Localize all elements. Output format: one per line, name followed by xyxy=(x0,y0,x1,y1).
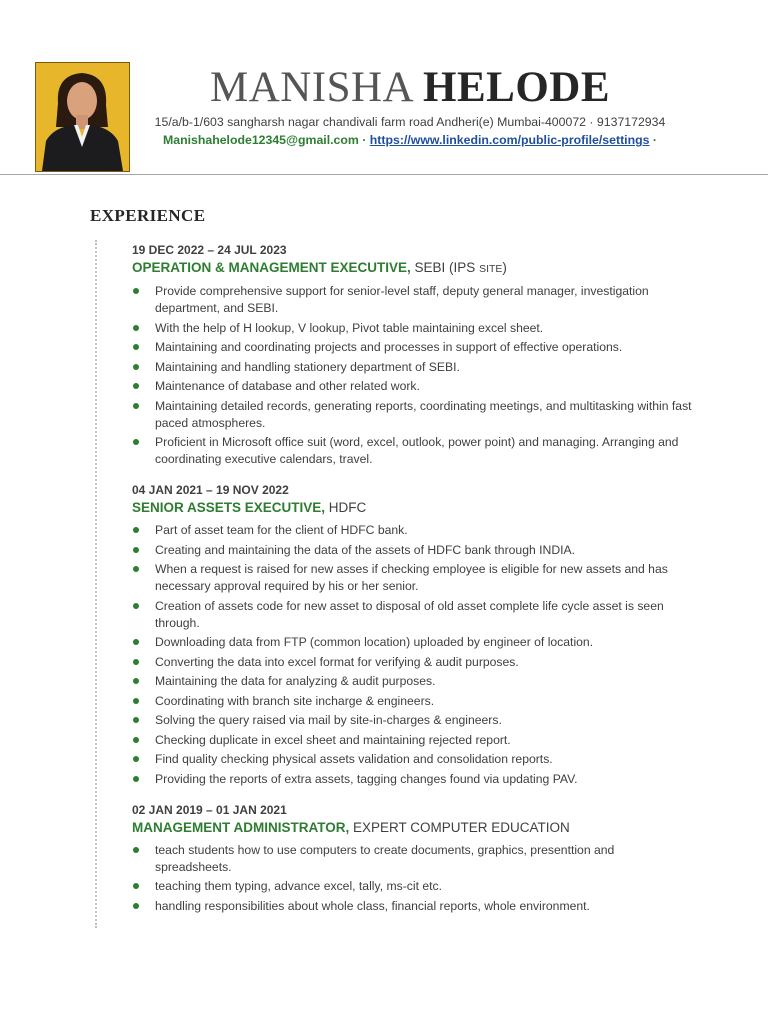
list-item xyxy=(132,634,692,651)
bullet-icon xyxy=(133,678,139,684)
bullet-icon xyxy=(133,288,139,294)
bullet-icon xyxy=(133,383,139,389)
job-title xyxy=(132,818,692,838)
list-item xyxy=(132,378,692,395)
list-item xyxy=(132,878,692,895)
bullet-icon xyxy=(133,659,139,665)
bullet-icon xyxy=(133,737,139,743)
bullet-text: Downloading data from FTP (common location) uploaded by engineer of location. xyxy=(155,635,594,649)
bullet-text: Coordinating with branch site incharge & engineers. xyxy=(155,693,435,708)
job-bullets xyxy=(132,842,692,915)
list-item xyxy=(132,522,692,539)
list-item xyxy=(132,751,692,768)
bullet-icon xyxy=(133,756,139,762)
list-item xyxy=(132,693,692,710)
bullet-text: Converting the data into excel format for verifying & audit purposes. xyxy=(155,654,519,669)
job-company: HDFC xyxy=(325,500,367,515)
bullet-icon xyxy=(133,639,139,645)
job-title xyxy=(132,258,692,279)
job-bullets xyxy=(132,522,692,788)
bullet-text: Part of asset team for the client of HDFC bank. xyxy=(155,523,408,537)
list-item xyxy=(132,339,692,356)
contact-info xyxy=(0,113,768,149)
bullet-icon xyxy=(133,364,139,370)
bullet-text: Providing the reports of extra assets, tagging changes found via updating PAV. xyxy=(155,771,578,786)
experience-list xyxy=(132,242,692,929)
bullet-text: When a request is raised for new asses if checking employee is eligible for new assets and has necessary approval required by his or her senior. xyxy=(155,562,668,593)
bullet-icon xyxy=(133,547,139,553)
bullet-text: teach students how to use computers to create documents, graphics, presenttion and spreadsheets. xyxy=(155,842,615,874)
list-item xyxy=(132,398,692,432)
bullet-text: Checking duplicate in excel sheet and maintaining rejected report. xyxy=(155,732,511,747)
bullet-text: Proficient in Microsoft office suit (word, excel, outlook, power point) and managing. Arranging and coordinating executive calendars, travel. xyxy=(155,435,679,466)
job-dates: 04 JAN 2021 – 19 NOV 2022 xyxy=(132,483,289,497)
candidate-name xyxy=(0,62,768,114)
bullet-text: Maintaining the data for analyzing & audit purposes. xyxy=(155,674,436,688)
separator: · xyxy=(362,133,367,147)
separator: · xyxy=(652,133,657,147)
list-item xyxy=(132,771,692,788)
header-divider xyxy=(0,174,768,175)
list-item xyxy=(132,712,692,729)
bullet-icon xyxy=(133,903,139,909)
list-item xyxy=(132,434,692,468)
bullet-icon xyxy=(133,776,139,782)
job-role: SENIOR ASSETS EXECUTIVE, xyxy=(132,500,326,515)
bullet-text: Maintaining and coordinating projects and processes in support of effective operations. xyxy=(155,340,623,354)
bullet-text: Find quality checking physical assets validation and consolidation reports. xyxy=(155,752,553,766)
section-title-experience: EXPERIENCE xyxy=(90,206,206,225)
job-role: OPERATION & MANAGEMENT EXECUTIVE, xyxy=(132,260,411,275)
bullet-text: Provide comprehensive support for senior-level staff, deputy general manager, investigation department, and SEBI. xyxy=(155,284,649,315)
job-company: EXPERT COMPUTER EDUCATION xyxy=(349,819,570,835)
list-item xyxy=(132,359,692,376)
bullet-text: handling responsibilities about whole class, financial reports, whole environment. xyxy=(155,898,590,913)
bullet-text: With the help of H lookup, V lookup, Pivot table maintaining excel sheet. xyxy=(155,320,544,335)
last-name: HELODE xyxy=(423,64,611,111)
bullet-icon xyxy=(133,403,139,409)
list-item xyxy=(132,732,692,749)
bullet-icon xyxy=(133,698,139,704)
job-entry xyxy=(132,802,692,915)
job-role: MANAGEMENT ADMINISTRATOR, xyxy=(132,819,350,835)
list-item xyxy=(132,842,692,876)
bullet-icon xyxy=(133,325,139,331)
bullet-icon xyxy=(133,717,139,723)
bullet-text: teaching them typing, advance excel, tally, ms-cit etc. xyxy=(155,879,442,893)
list-item xyxy=(132,561,692,595)
job-entry xyxy=(132,242,692,468)
list-item xyxy=(132,542,692,559)
bullet-text: Maintenance of database and other related work. xyxy=(155,379,420,393)
list-item xyxy=(132,898,692,915)
timeline-dotted-line xyxy=(95,240,97,928)
list-item xyxy=(132,598,692,632)
job-dates: 19 DEC 2022 – 24 JUL 2023 xyxy=(132,243,287,257)
bullet-text: Solving the query raised via mail by site-in-charges & engineers. xyxy=(155,713,502,727)
list-item xyxy=(132,673,692,690)
bullet-text: Maintaining detailed records, generating reports, coordinating meetings, and multitasking within fast paced atmospheres. xyxy=(155,398,692,430)
bullet-text: Creating and maintaining the data of the assets of HDFC bank through INDIA. xyxy=(155,542,576,557)
bullet-icon xyxy=(133,527,139,533)
job-title xyxy=(132,498,692,518)
address-line: 15/a/b-1/603 sangharsh nagar chandivali farm road Andheri(e) Mumbai-400072 · 9137172934 xyxy=(154,115,666,129)
contact-links xyxy=(52,131,768,149)
first-name: MANISHA xyxy=(209,64,412,111)
job-company-tail: ) xyxy=(502,260,507,275)
job-company: SEBI (IPS xyxy=(410,260,480,275)
bullet-icon xyxy=(133,847,139,853)
bullet-icon xyxy=(133,883,139,889)
job-entry xyxy=(132,482,692,788)
job-company-site: SITE xyxy=(479,263,503,275)
linkedin-link[interactable]: https://www.linkedin.com/public-profile/settings xyxy=(369,133,650,147)
bullet-text: Maintaining and handling stationery department of SEBI. xyxy=(155,359,460,374)
bullet-text: Creation of assets code for new asset to disposal of old asset complete life cycle asset is seen through. xyxy=(155,598,664,630)
job-bullets xyxy=(132,283,692,468)
job-dates: 02 JAN 2019 – 01 JAN 2021 xyxy=(132,802,287,817)
list-item xyxy=(132,283,692,317)
list-item xyxy=(132,654,692,671)
bullet-icon xyxy=(133,439,139,445)
list-item xyxy=(132,320,692,337)
bullet-icon xyxy=(133,603,139,609)
bullet-icon xyxy=(133,344,139,350)
bullet-icon xyxy=(133,566,139,572)
email-link[interactable]: Manishahelode12345@gmail.com xyxy=(163,133,359,147)
